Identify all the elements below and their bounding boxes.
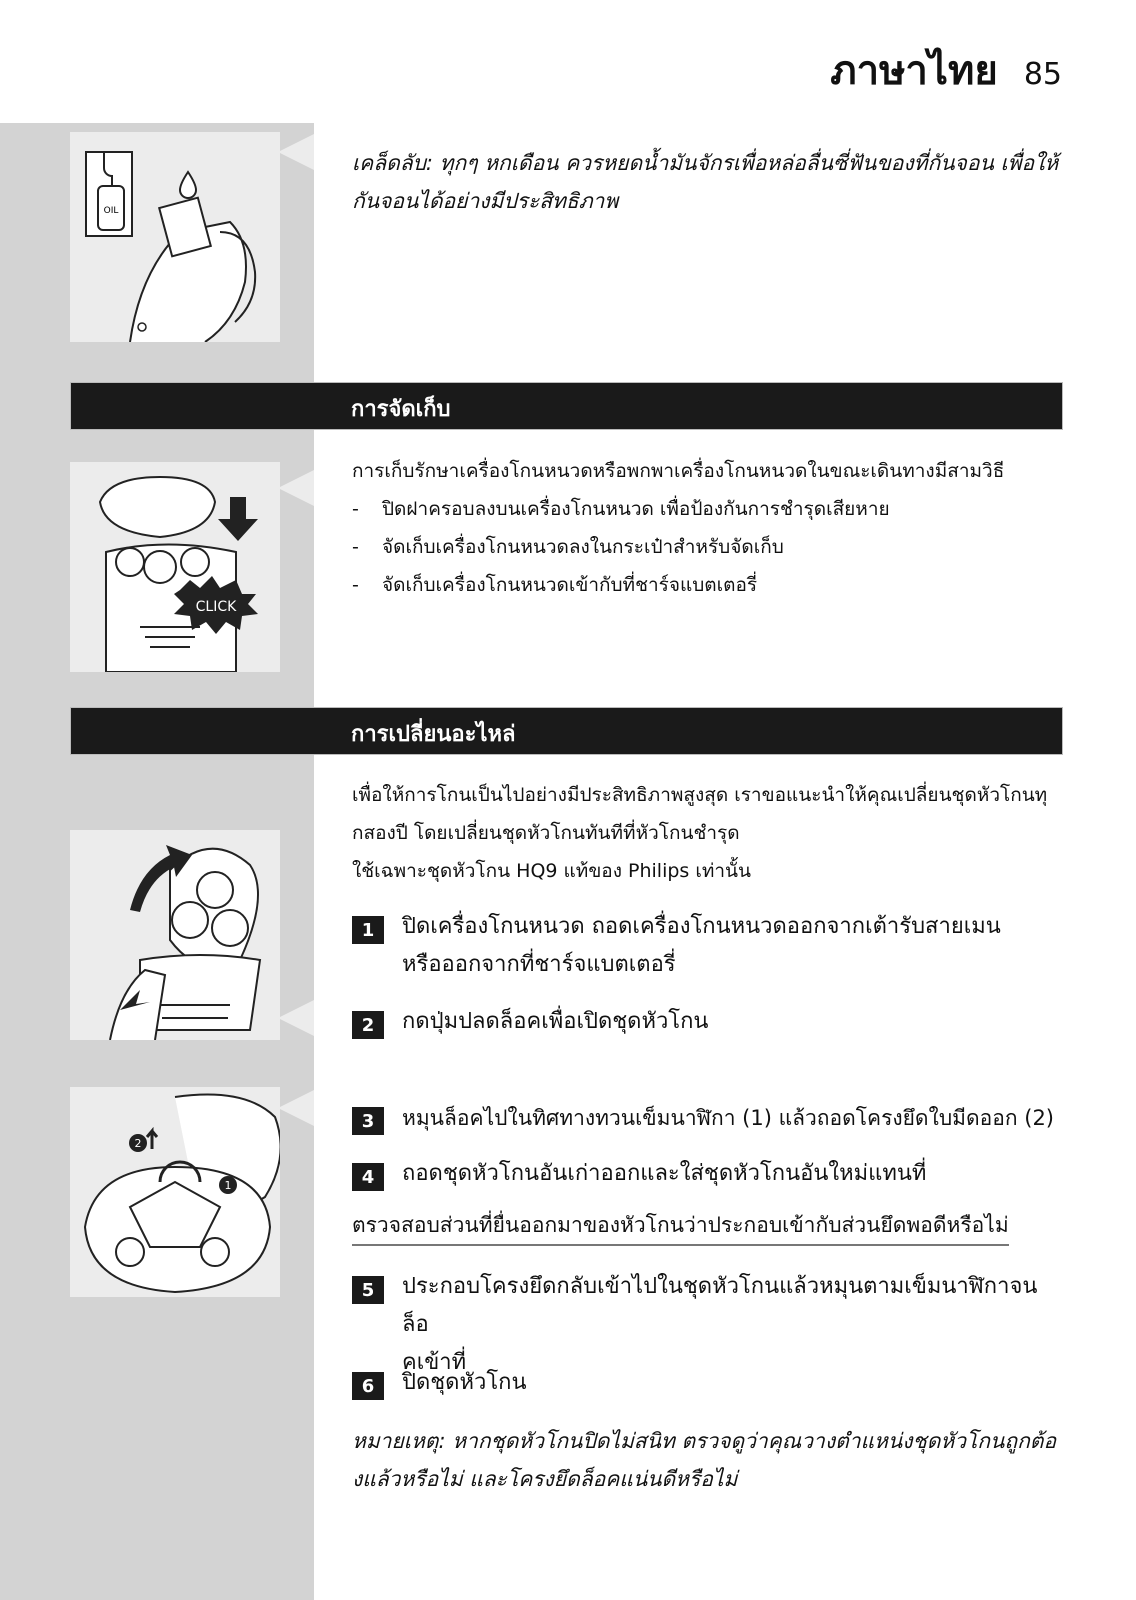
- section-title-replacement: การเปลี่ยนอะไหล่: [351, 722, 516, 747]
- figure-pointer: [278, 470, 314, 506]
- marker-2: 2: [134, 1137, 142, 1150]
- list-item: - จัดเก็บเครื่องโกนหนวดลงในกระเป๋าสำหรับจัดเก็บ: [352, 536, 784, 558]
- list-item: - ปิดฝาครอบลงบนเครื่องโกนหนวด เพื่อป้องกันการชำรุดเสียหาย: [352, 498, 890, 520]
- section-bar-replacement: [70, 707, 1063, 755]
- marker-1: 1: [224, 1179, 232, 1192]
- step-number: 3: [352, 1107, 384, 1135]
- section-title-storage: การจัดเก็บ: [351, 397, 451, 422]
- step-number: 1: [352, 916, 384, 944]
- figure-pointer: [278, 1090, 314, 1126]
- step-number: 2: [352, 1011, 384, 1039]
- section-bar-storage: [70, 382, 1063, 430]
- figure-pointer: [278, 1000, 314, 1036]
- figure-retaining-frame: [70, 1087, 280, 1297]
- page-header: [830, 38, 1062, 94]
- storage-content: [352, 452, 1062, 604]
- list-item: - จัดเก็บเครื่องโกนหนวดเข้ากับที่ชาร์จแบตเตอรี่: [352, 574, 758, 596]
- click-label: CLICK: [195, 599, 237, 615]
- step-4: 4 ถอดชุดหัวโกนอันเก่าออกและใส่ชุดหัวโกนอันใหม่แทนที่: [352, 1155, 1062, 1193]
- step-number: 4: [352, 1163, 384, 1191]
- figure-open-shaving-unit: [70, 830, 280, 1040]
- step-2: 2 กดปุ่มปลดล็อคเพื่อเปิดชุดหัวโกน: [352, 1003, 1062, 1041]
- step-6: 6 ปิดชุดหัวโกน: [352, 1364, 1062, 1402]
- language-title: ภาษาไทย: [830, 48, 998, 94]
- oil-label: OIL: [103, 206, 119, 216]
- note-text: หมายเหตุ: หากชุดหัวโกนปิดไม่สนิท ตรวจดูว่าคุณวางตำแหน่งชุดหัวโกนถูกต้อ งแล้วหรือไม่ และโครงยึดล็อคแน่นดีหรือไม่: [352, 1429, 1057, 1491]
- page-number: 85: [1023, 57, 1062, 92]
- step-number: 6: [352, 1372, 384, 1400]
- figure-oil-trimmer: [70, 132, 280, 342]
- replacement-intro: เพื่อให้การโกนเป็นไปอย่างมีประสิทธิภาพสูงสุด เราขอแนะนำให้คุณเปลี่ยนชุดหัวโกนทุ กสองปี โดยเปลี่ยนชุดหัวโกนทันทีที่หัวโกนชำรุด ใช้เฉพาะชุดหัวโกน HQ9 แท้ของ Philips เท่านั้น: [352, 784, 1048, 882]
- check-text: ตรวจสอบส่วนที่ยื่นออกมาของหัวโกนว่าประกอบเข้ากับส่วนยึดพอดีหรือไม่: [352, 1209, 1009, 1246]
- step-number: 5: [352, 1276, 384, 1304]
- tip-text: เคล็ดลับ: ทุกๆ หกเดือน ควรหยดน้ำมันจักรเพื่อหล่อลื่นซี่ฟันของที่กันจอน เพื่อให้กันจอนได้อย่างมีประสิทธิภาพ: [352, 151, 1059, 213]
- storage-intro: การเก็บรักษาเครื่องโกนหนวดหรือพกพาเครื่องโกนหนวดในขณะเดินทางมีสามวิธี: [352, 460, 1005, 482]
- figure-pointer: [278, 134, 314, 170]
- figure-storage-cap: [70, 462, 280, 672]
- step-3: 3 หมุนล็อคไปในทิศทางทวนเข็มนาฬิกา (1) แล้วถอดโครงยึดใบมีดออก (2): [352, 1099, 1062, 1137]
- step-5: 5 ประกอบโครงยึดกลับเข้าไปในชุดหัวโกนแล้วหมุนตามเข็มนาฬิกาจนล็อ คเข้าที่: [352, 1268, 1062, 1382]
- step-1: 1 ปิดเครื่องโกนหนวด ถอดเครื่องโกนหนวดออกจากเต้ารับสายเมน หรือออกจากที่ชาร์จแบตเตอรี่: [352, 908, 1062, 984]
